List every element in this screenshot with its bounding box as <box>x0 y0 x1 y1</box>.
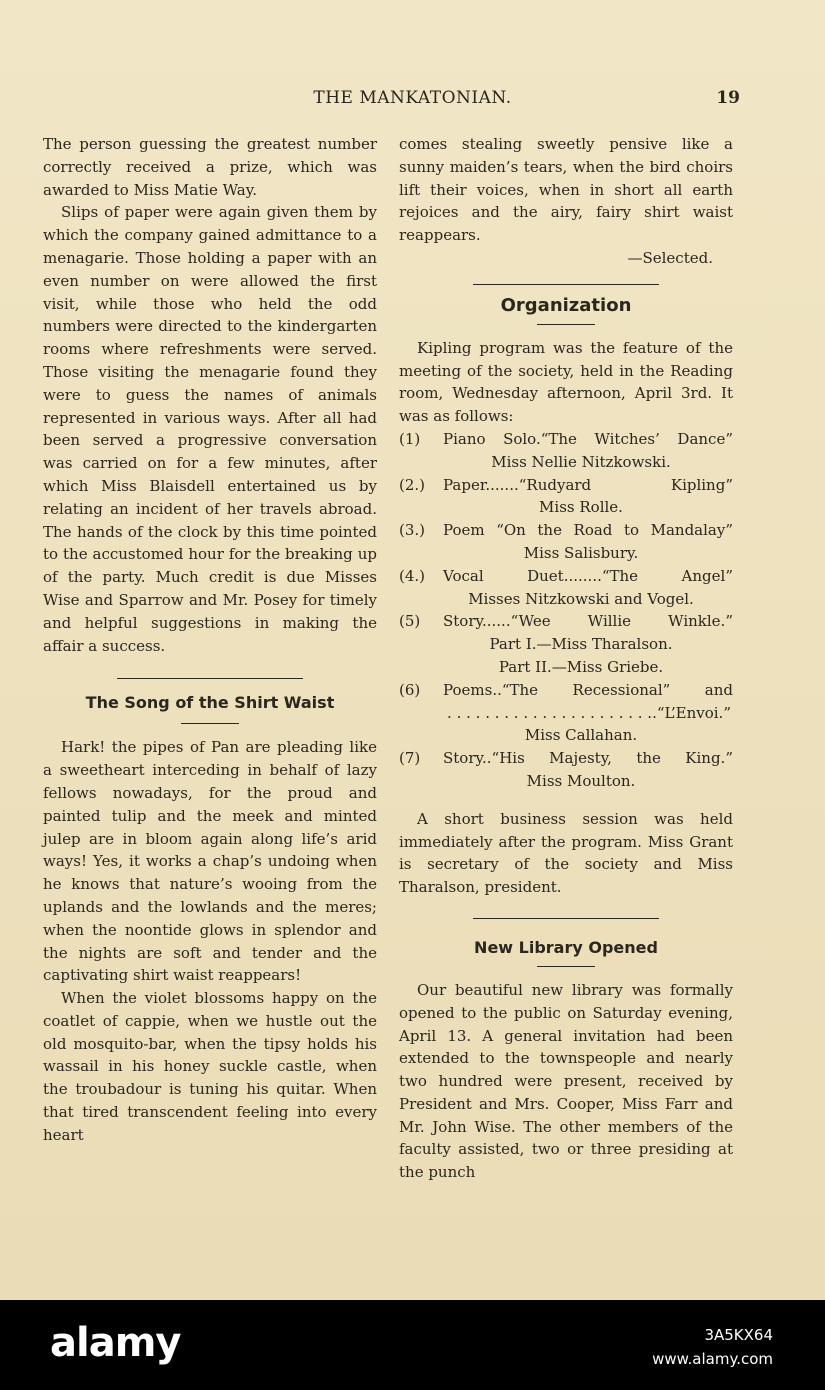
program-performer: Part I.—Miss Tharalson. <box>489 635 673 654</box>
paragraph: Our beautiful new library was formally opened to the public on Saturday evening, April 13. A general invitation had been extended to the townspeople and nearly two hundred were present, received by President and Mrs. Cooper, Miss Farr and Mr. John Wise. The other members of the faculty assisted, two or three presiding at the punch <box>399 980 733 1182</box>
program-number: (4.) <box>399 566 426 585</box>
program-item <box>399 519 733 542</box>
organization-title: Organization <box>500 294 632 316</box>
program-performer: Miss Nellie Nitzkowski. <box>491 452 671 471</box>
signature: —Selected. <box>627 248 713 267</box>
program-item <box>399 747 733 770</box>
watermark-footer <box>0 1300 825 1390</box>
program-performer: Miss Rolle. <box>539 498 623 517</box>
paragraph: Slips of paper were again given them by which the company gained admittance to a menagarie. Those holding a paper with an even number on were allowed the first visit, while those who held the odd numbers were directed to the kindergarten rooms where refreshments were served. Those visiting the menagarie found they were to guess the names of animals represented in various ways. After all had been served a progressive conversation was carried on for a few minutes, after which Miss Blaisdell entertained us by relating an incident of her travels abroad. The hands of the clock by this time pointed to the accustomed hour for the breaking up of the party. Much credit is due Misses Wise and Sparrow and Mr. Posey for timely and helpful suggestions in making the affair a success. <box>43 203 377 655</box>
program-number: (3.) <box>399 521 426 540</box>
alamy-logo: alamy <box>50 1320 181 1366</box>
section-divider <box>117 678 303 679</box>
song-title: The Song of the Shirt Waist <box>85 693 335 713</box>
library-title: New Library Opened <box>474 937 658 957</box>
program-entry: Story......“Wee Willie Winkle.” <box>443 612 733 631</box>
program-item <box>399 610 733 633</box>
program-entry: Story..“His Majesty, the King.” <box>443 749 733 768</box>
paragraph: A short business session was held immediately after the program. Miss Grant is secretary of the society and Miss Tharalson, president. <box>399 809 733 897</box>
program-entry: Vocal Duet........“The Angel” <box>443 566 733 585</box>
section-divider <box>473 284 659 285</box>
program-item <box>399 679 733 702</box>
program-entry: Paper.......“Rudyard Kipling” <box>443 475 733 494</box>
program-entry-continuation: . . . . . . . . . . . . . . . . . . . . . ..“L’Envoi.” <box>447 703 731 722</box>
paragraph: Hark! the pipes of Pan are pleading like a sweetheart interceding in behalf of lazy fellows nowadays, for the proud and painted tulip and the meek and minted julep are in bloom again along life’s arid ways! Yes, it works a chap’s undoing when he knows that nature’s wooing from the uplands and the lowlands and the meres; when the noontide glows in splendor and the nights are soft and tender and the captivating shirt waist reappears! <box>43 738 377 985</box>
program-performer: Miss Moulton. <box>526 771 636 790</box>
paragraph: The person guessing the greatest number correctly received a prize, which was awarded to Miss Matie Way. <box>43 135 377 199</box>
program-performer: Part II.—Miss Griebe. <box>498 657 664 676</box>
program-item <box>399 565 733 588</box>
footer-url: www.alamy.com <box>652 1350 773 1368</box>
program-item <box>399 428 733 451</box>
program-number: (7) <box>399 749 421 768</box>
program-performer: Misses Nitzkowski and Vogel. <box>468 589 694 608</box>
running-header-title: THE MANKATONIAN. <box>313 88 512 108</box>
program-performer: Miss Salisbury. <box>523 543 639 562</box>
program-number: (1) <box>399 429 421 448</box>
section-divider <box>473 918 659 919</box>
program-entry: Piano Solo.“The Witches’ Dance” <box>443 429 733 448</box>
right-column <box>399 133 733 1184</box>
program-number: (6) <box>399 680 421 699</box>
page-number: 19 <box>716 88 740 108</box>
program-item <box>399 474 733 497</box>
paragraph: Kipling program was the feature of the meeting of the society, held in the Reading room, Wednesday afternoon, April 3rd. It was as follows: <box>399 338 733 426</box>
program-number: (5) <box>399 612 421 631</box>
program-performer: Miss Callahan. <box>524 726 638 745</box>
program-entry: Poems..“The Recessional” and <box>443 680 733 699</box>
paragraph: When the violet blossoms happy on the coatlet of cappie, when we hustle out the old mosquito-bar, when the tipsy holds his wassail in his honey suckle castle, when the troubadour is tuning his quitar. When that tired transcendent feeling into every heart <box>43 989 377 1144</box>
left-column <box>43 133 377 1147</box>
paragraph: comes stealing sweetly pensive like a sunny maiden’s tears, when the bird choirs lift their voices, when in short all earth rejoices and the airy, fairy shirt waist reappears. <box>399 135 733 245</box>
program-entry: Poem “On the Road to Mandalay” <box>443 521 733 540</box>
image-code: 3A5KX64 <box>704 1326 773 1344</box>
program-number: (2.) <box>399 475 426 494</box>
